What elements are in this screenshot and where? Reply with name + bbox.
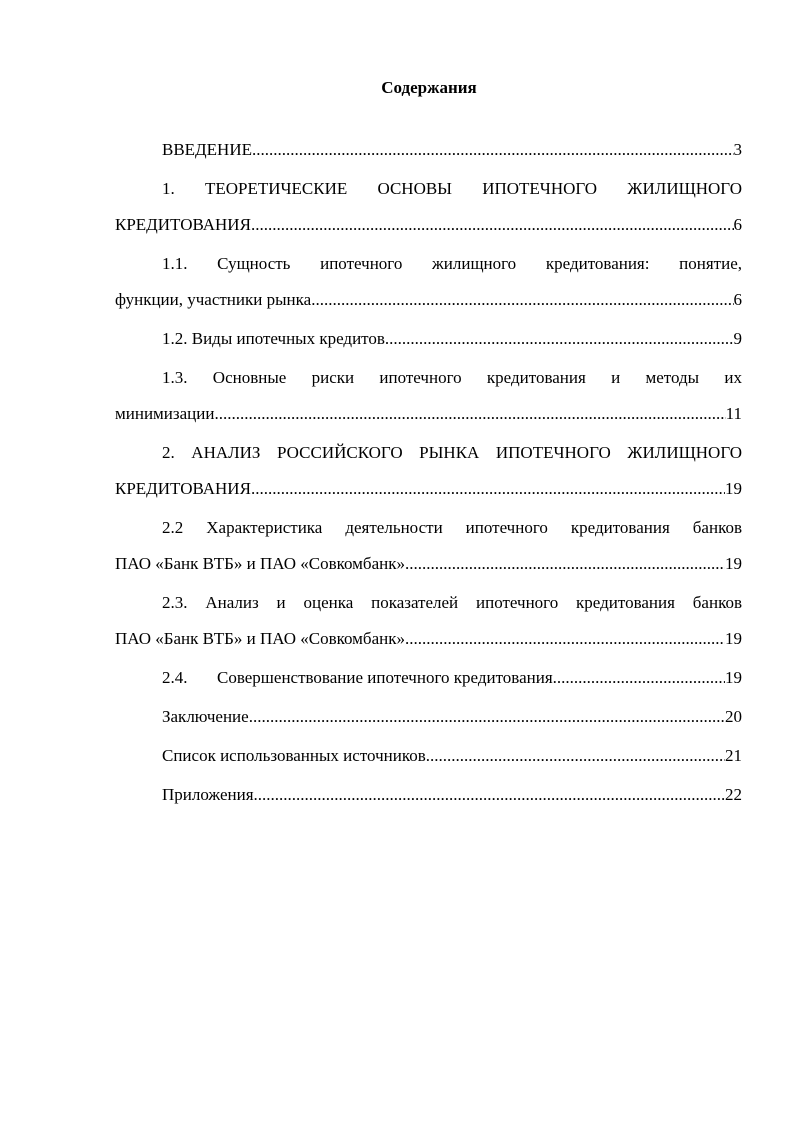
toc-entry-text-line2: функции, участники рынка (115, 290, 312, 309)
toc-page-number: 21 (725, 746, 742, 765)
toc-entry-section-1-2[interactable] (115, 321, 742, 357)
toc-page-number: 9 (733, 329, 742, 348)
toc-page-number: 19 (725, 479, 742, 498)
toc-entry-text: Список использованных источников (162, 746, 426, 765)
toc-entry-chapter-1[interactable] (115, 171, 742, 243)
toc-entry-references[interactable] (115, 738, 742, 774)
toc-entry-text-line2: ПАО «Банк ВТБ» и ПАО «Совкомбанк» (115, 554, 405, 573)
leader-dots (251, 207, 734, 243)
toc-entry-text-line2: КРЕДИТОВАНИЯ (115, 215, 251, 234)
toc-entry-text-line1: 1. ТЕОРЕТИЧЕСКИЕ ОСНОВЫ ИПОТЕЧНОГО ЖИЛИЩНОГО (162, 179, 742, 198)
table-of-contents (115, 132, 742, 816)
leader-dots (251, 471, 725, 507)
toc-page-number: 19 (725, 554, 742, 573)
toc-entry-text-line1: 1.3. Основные риски ипотечного кредитования и методы их (162, 368, 742, 387)
toc-entry-number: 2.4. (162, 668, 188, 687)
toc-entry-text: 1.2. Виды ипотечных кредитов (162, 329, 385, 348)
toc-entry-conclusion[interactable] (115, 699, 742, 735)
toc-entry-text-line1: 2.3. Анализ и оценка показателей ипотечного кредитования банков (162, 593, 742, 612)
leader-dots (311, 282, 733, 318)
toc-entry-text: ВВЕДЕНИЕ (162, 140, 252, 159)
toc-entry-text-line2: минимизации (115, 404, 215, 423)
toc-entry-section-1-1[interactable] (115, 246, 742, 318)
toc-page-number: 3 (733, 140, 742, 159)
toc-entry-introduction[interactable] (115, 132, 742, 168)
toc-page-number: 20 (725, 707, 742, 726)
leader-dots (249, 699, 725, 735)
toc-entry-section-2-3[interactable] (115, 585, 742, 657)
toc-entry-text-line2: КРЕДИТОВАНИЯ (115, 479, 251, 498)
leader-dots (553, 660, 725, 696)
leader-dots (426, 738, 725, 774)
leader-dots (214, 396, 725, 432)
toc-entry-text: Приложения (162, 785, 254, 804)
toc-entry-text (162, 660, 553, 696)
leader-dots (385, 321, 734, 357)
leader-dots (254, 777, 725, 813)
leader-dots (405, 546, 725, 582)
toc-entry-text-line1: 1.1. Сущность ипотечного жилищного кредитования: понятие, (162, 254, 742, 273)
toc-entry-text: Заключение (162, 707, 249, 726)
toc-page-number: 19 (725, 668, 742, 687)
leader-dots (405, 621, 725, 657)
toc-entry-appendices[interactable] (115, 777, 742, 813)
toc-page-number: 19 (725, 629, 742, 648)
leader-dots (252, 132, 734, 168)
toc-entry-section-2-4[interactable] (115, 660, 742, 696)
toc-page-number: 6 (733, 215, 742, 234)
toc-title: Содержания (381, 78, 477, 97)
toc-entry-text-line2: ПАО «Банк ВТБ» и ПАО «Совкомбанк» (115, 629, 405, 648)
toc-page-number: 22 (725, 785, 742, 804)
toc-page-number: 11 (725, 404, 742, 423)
toc-entry-text-line1: 2.2 Характеристика деятельности ипотечного кредитования банков (162, 518, 742, 537)
toc-entry-section-1-3[interactable] (115, 360, 742, 432)
toc-page-number: 6 (733, 290, 742, 309)
toc-entry-chapter-2[interactable] (115, 435, 742, 507)
toc-entry-section-2-2[interactable] (115, 510, 742, 582)
toc-entry-text-line1: 2. АНАЛИЗ РОССИЙСКОГО РЫНКА ИПОТЕЧНОГО ЖИЛИЩНОГО (162, 443, 742, 462)
toc-entry-label: Совершенствование ипотечного кредитования (217, 668, 553, 687)
